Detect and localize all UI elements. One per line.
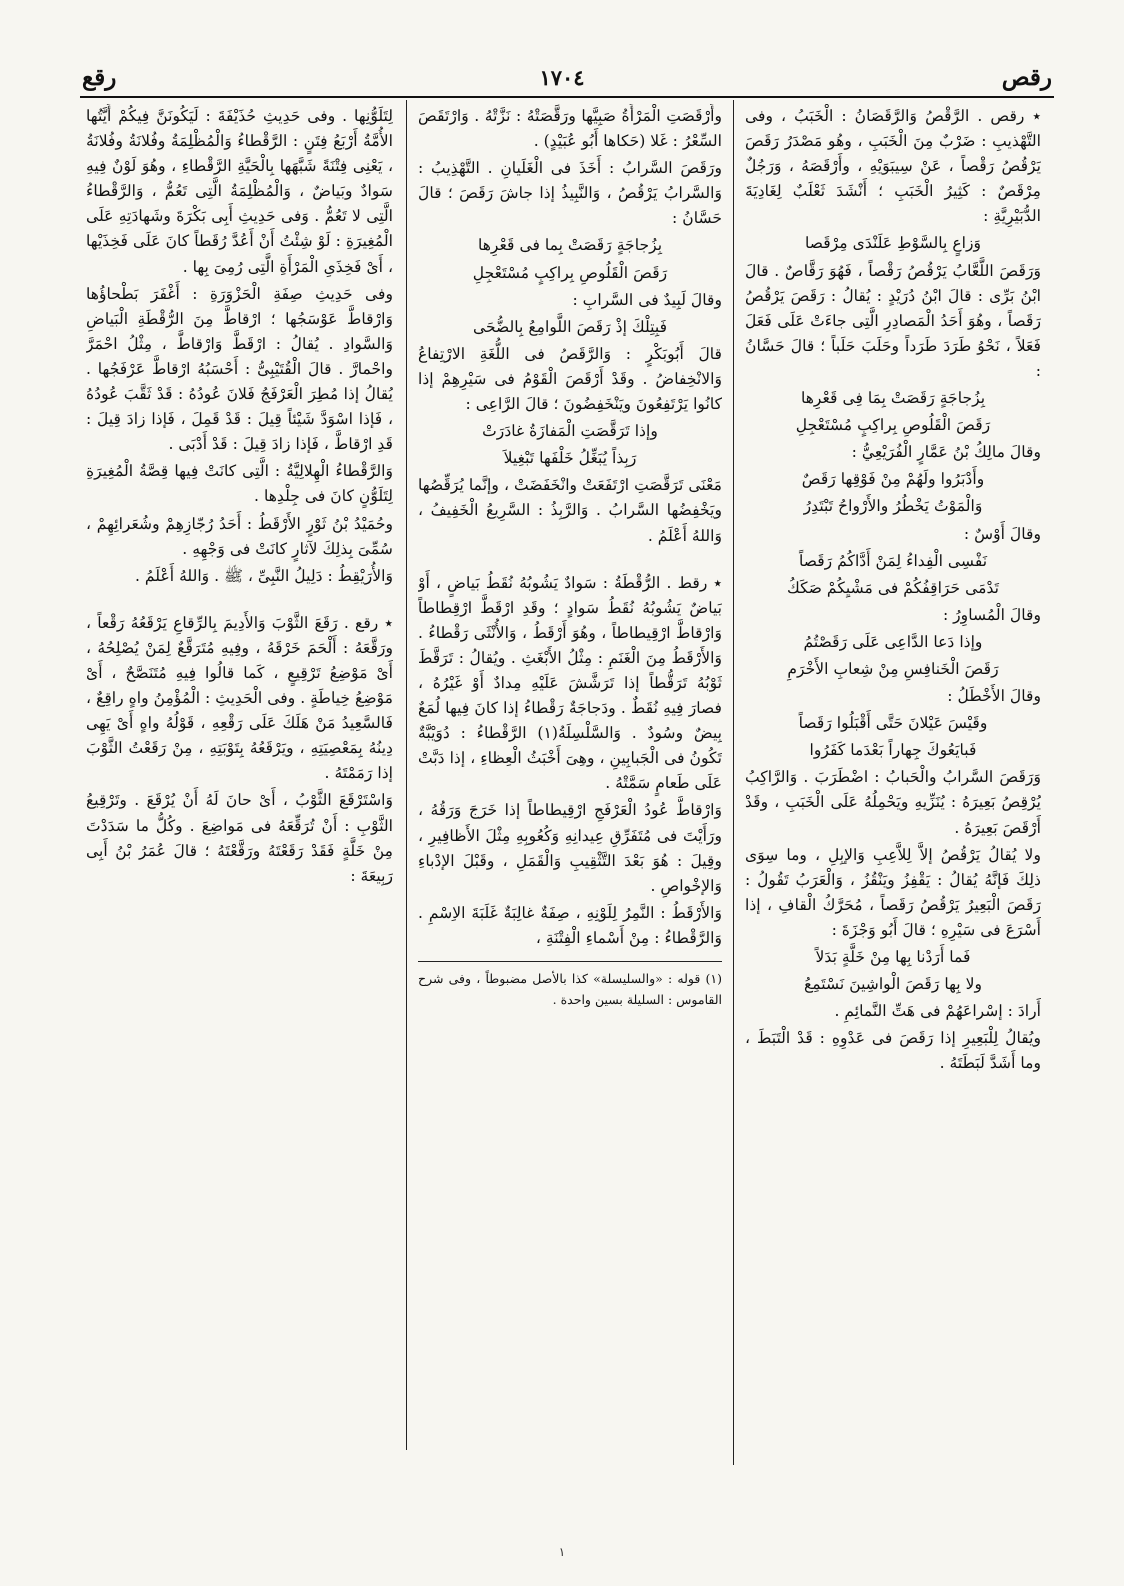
- verse-line: فَبايَعُوكَ جِهاراً بَعْدَما كَفَرُوا: [809, 741, 977, 760]
- entry-separator: [86, 591, 393, 611]
- verse-line: رَقَصَ الْخَنافِسِ مِنْ شِعابِ الأَخْرَمِ: [787, 659, 999, 678]
- running-header-left: رقع: [82, 64, 117, 91]
- entry-paragraph: أَرادَ : إسْراعَهُمْ فى هَتِّ النَّمائِمِ .: [834, 1002, 1041, 1021]
- verse-line: ولا بِها رَقَصَ الْواشِينَ نَسْتَمِعُ: [803, 975, 982, 994]
- page-footer-mark: ١: [558, 1545, 566, 1559]
- entry-paragraph: ولا يُقالُ يَرْقُصُ إلاَّ لِلاَّعِبِ وَالإبِلِ ، وما سِوَى ذلِكَ فَإنَّهُ يُقالُ : يَقْفِزُ ويَنْقُزُ ، وَالْعَرَبُ تَقُولُ : رَقَصَ الْبَعِيرُ يَرْقُصُ رَقَصاً ، مُحَرَّكُ الْقافِ ، إذا أَسْرَعَ فى سَيْرِهِ ؛ قالَ أَبُو وَجْزَةَ :: [745, 845, 1041, 939]
- entry-separator: [418, 551, 722, 571]
- verse-line: وأَدْبَرُوا ولَهُمْ مِنْ فَوْقِها رَقَصٌ: [801, 470, 985, 489]
- footnote-rule: [418, 961, 722, 962]
- verse-line: تَدْمَى حَرَاقِفُكُمْ فى مَشْيِكُمْ صَكَكُ: [786, 578, 999, 597]
- entry-paragraph: وَالأَرْقَطُ : النَّمِرُ لِلَوْنِهِ ، صِفَةٌ غالِبَةٌ غَلَبَةَ الاِسْمِ . وَالرَّقْطاءُ : مِنْ أَسْماءِ الْفِتْنَةِ ،: [418, 903, 722, 947]
- entry-paragraph: لِتَلَوُّنِها . وفى حَدِيثِ حُذَيْفَةَ : لَيَكُونَنَّ فِيكُمْ أَيَّتُها الأُمَّةُ أَرْبَعُ فِتَنٍ : الرَّقْطاءُ وَالْمُظْلِمَةُ وفُلانَةُ وفُلانَةُ ، يَعْنِى فِتْنَةً شَبَّهَها بِالْحَيَّةِ الرَّقْطاءِ ، وهُوَ لَوْنٌ فِيهِ سَوادٌ وبَياضٌ ، وَالْمُظْلِمَةُ الَّتِى تَعُمُّ ، وَالرَّقْطاءُ الَّتِى لا تَعُمُّ . وَفى حَدِيثِ أَبِى بَكْرَةَ وشَهادَتِهِ عَلَى الْمُغِيرَةِ : لَوْ شِئْتُ أَنْ أَعُدَّ رُقَطاً كانَ عَلَى فَخِذَيْها ، أَىْ فَخِذَىِ الْمَرْأَةِ الَّتِى رُمِىَ بِها .: [86, 107, 393, 276]
- attribution-line: وقالَ الْمُساوِرُ :: [942, 605, 1041, 624]
- entry-paragraph: وَارْقاطَّ عُودُ الْعَرْفَجِ ارْقِيطاطاً إذا خَرَجَ وَرَقُهُ ، ورَأَيْتَ فى مُتَفَرِّقِ عِيدانِهِ وَكُعُوبِهِ مِثْلَ الأَظافِيرِ ، وقِيلَ : هُوَ بَعْدَ التَّثْقِيبِ وَالْقَمَلِ ، وقَبْلَ الإدْباءِ وَالإخْواصِ .: [418, 801, 722, 895]
- attribution-line: وقالَ أَوْسٌ :: [963, 524, 1041, 543]
- entry-paragraph: وأَرْقَصَتِ الْمَرْأَةُ صَبِيَّها ورَقَّصَتْهُ : نَزَّتْهُ . وَارْتَقَصَ السِّعْرُ : غَلا (حَكاها أَبُو عُبَيْدٍ) .: [418, 107, 722, 151]
- column-divider: [733, 100, 734, 1465]
- column-right: [745, 104, 1041, 1449]
- verse-line: رَقَصَ الْقَلُوصِ بِراكِبٍ مُسْتَعْجِلِ: [795, 416, 991, 435]
- entry-paragraph: مَعْنَى تَرَقَّصَتِ ارْتَفَعَتْ وانْخَفَضَتْ ، وإنَّما يُرَقِّصُها ويَخْفِضُها السَّرابُ . وَالرَّبِذُ : السَّرِيعُ الْخَفِيفُ ، وَاللهُ أَعْلَمُ .: [418, 476, 722, 545]
- verse-line: وَزاعٍ بِالسَّوْطِ عَلَنْدَى مِرْقَصا: [804, 234, 982, 253]
- entry-raqa-intro: ٭ رقع . رَقَعَ الثَّوْبَ وَالأَدِيمَ بِالرِّقاعِ يَرْقَعُهُ رَقْعاً ، ورَقَّعَهُ : أَلْحَمَ خَرْقَهُ ، وفِيهِ مُتَرَقَّعٌ لِمَنْ يُصْلِحُهُ ، أَىْ مَوْضِعُ تَرْقِيعٍ ، كَما قالُوا فِيهِ مُتَنَصَّحٌ ، أَىْ مَوْضِعُ خِياطَةٍ . وفى الْحَدِيثِ : الْمُؤْمِنُ واهٍ راقِعٌ ، فَالسَّعِيدُ مَنْ هَلَكَ عَلَى رَقْعِهِ ، قَوْلُهُ واهٍ أَىْ يَهِى دِينُهُ بِمَعْصِيَتِهِ ، ويَرْقَعُهُ بِتَوْبَتِهِ ، مِنْ رَقَعْتُ الثَّوْبَ إذا رَمَمْتَهُ .: [86, 613, 393, 783]
- header-rule: [80, 96, 1054, 98]
- verse-line: وَالْمَوْتُ يَخْطُرُ والأَرْواحُ تَبْتَدِرُ: [803, 497, 983, 516]
- entry-paragraph: ويُقالُ لِلْبَعِيرِ إذا رَقَصَ فى عَدْوِهِ : قَدْ الْتَبَطَ ، وما أَشَدَّ لَبَطَتَهُ .: [745, 1029, 1041, 1073]
- entry-paragraph: وَالأُرَيْقِطُ : دَلِيلُ النَّبِىِّ ، ﷺ . وَاللهُ أَعْلَمُ .: [135, 566, 393, 585]
- entry-paragraph: وفى حَدِيثِ صِفَةِ الْحَزْوَرَةِ : أَغْفَرَ بَطْحاؤُها وَارْقاطَّ عَوْسَجُها ؛ ارْقاطَّ مِنَ الرُّقْطَةِ الْبَياضِ وَالسَّوادِ . يُقالُ : ارْقَطَّ وَارْقاطَّ ، مِثْلُ احْمَرَّ واحْمارَّ . قالَ الْقُتَيْبِىُّ : أَحْسَبُهُ ارْقاطَّ عَرْفَجُها . يُقالُ إذا مُطِرَ الْعَرْفَجُ فَلانَ عُودُهُ : قَدْ ثَقَّبَ عُودُهُ ، فَإذا اسْوَدَّ شَيْئاً قِيلَ : قَدْ قَمِلَ ، فَإذا زادَ قِيلَ : قَدِ ارْقاطَّ ، فَإذا زادَ قِيلَ : قَدْ أَدْبَى .: [86, 284, 393, 454]
- entry-paragraph: ورَقَصَ السَّرابُ : أَخَذَ فى الْغَلَيانِ . التَّهْذِيبُ : وَالسَّرابُ يَرْقُصُ ، وَالنَّبِيذُ إذا جاشَ رَقَصَ ؛ قالَ حَسَّانُ :: [418, 159, 722, 228]
- page-number: ١٧٠٤: [539, 65, 585, 90]
- column-divider: [406, 100, 407, 1450]
- entry-raqt-intro: ٭ رقط . الرُّقْطَةُ : سَوادٌ يَشُوبُهُ نُقَطُ بَياضٍ ، أَوْ بَياضٌ يَشُوبُهُ نُقَطُ سَوادٍ ؛ وقَدِ ارْقَطَّ ارْقِطاطاً وَارْقاطَّ ارْقِيطاطاً ، وهُوَ أَرْقَطُ ، وَالأُنْثَى رَقْطاءُ . وَالأَرْقَطُ مِنَ الْغَنَمِ : مِثْلُ الأَبْغَثِ . ويُقالُ : تَرَقَّطَ ثَوْبُهُ تَرَقُّطاً إذا تَرَشَّشَ عَلَيْهِ مِدادٌ أَوْ غَيْرُهُ ، فصارَ فِيهِ نُقَطٌ . ودَجاجَةٌ رَقْطاءُ إذا كانَ فِيها لُمَعٌ بِيضٌ وسُودٌ . وَالسَّلْسِلَةُ(١) الرَّقْطاءُ : دُوَيْبَّةٌ تَكُونُ فى الْجَبابِينِ ، وهِىَ أَخْبَثُ الْعِظاءِ ، إذا دَبَّتْ عَلَى طَعامٍ سَمَّتْهُ .: [418, 573, 722, 793]
- entry-raqs-intro: ٭ رقص . الرَّقْصُ وَالرَّقَصَانُ : الْخَبَبُ ، وفى التَّهْذيبِ : ضَرْبٌ مِنَ الْخَبَبِ ، وهُو مَصْدَرُ رَقَصَ يَرْقُصُ رَقْصاً ، عَنْ سِيبَوَيْهِ ، وأَرْقَصَهُ ، وَرَجُلٌ مِرْقَصٌ : كَثِيرُ الْخَبَبِ ؛ أَنْشَدَ ثَعْلَبٌ لِغَادِيَةَ الدُّبَيْرِيَّةِ :: [745, 107, 1041, 226]
- entry-paragraph: وَرَقَصَ السَّرابُ والْحَبابُ : اضْطَرَبَ . وَالرَّاكِبُ يُرْقِصُ بَعِيرَهُ : يُنَزِّيهِ ويَحْمِلُهُ عَلَى الْخَبَبِ ، وقَدْ أَرْقَصَ بَعِيرَهُ .: [745, 768, 1041, 837]
- verse-line: رَقَصَ الْقَلُوصِ بِراكِبٍ مُسْتَعْجِلِ: [472, 263, 668, 282]
- attribution-line: وقالَ لَبِيدٌ فى السَّرابِ :: [572, 290, 722, 309]
- column-middle: [418, 104, 722, 1449]
- entry-paragraph: قالَ أَبُوبَكْرٍ : وَالرَّقَصُ فى اللُّغَةِ الارْتِفاعُ وَالانْخِفاضُ . وقَدْ أَرْقَصَ الْقَوْمُ فى سَيْرِهِمْ إذا كانُوا يَرْتَفِعُونَ ويَنْخَفِضُونَ ؛ قالَ الرَّاعِى :: [418, 344, 722, 414]
- verse-line: بِزُجاجَةٍ رَقَصَتْ بِمَا فِى قَعْرِها: [800, 389, 986, 408]
- entry-paragraph: وَرَقَصَ اللَّعَّابُ يَرْقُصُ رَقْصاً ، فَهُوَ رَقَّاصٌ . قالَ ابْنُ بَرِّى : قالَ ابْنُ دُرَيْدٍ : يُقالُ : رَقَصَ يَرْقُصُ رَقَصاً ، وهُوَ أَحَدُ الْمَصادِرِ الَّتِى جاءَتْ عَلَى فَعَلَ فَعَلاً ، نَحْوُ طَرَدَ طَرَداً وحَلَبَ حَلَباً ؛ قالَ حَسَّانُ :: [745, 261, 1041, 380]
- verse-line: نَفْسِى الْفِداءُ لِمَنْ أَدَّاكُمُ رَقَصاً: [798, 551, 988, 570]
- attribution-line: وقالَ مالِكُ بْنُ عَمَّارٍ الْفُرَيْعِيُّ :: [851, 443, 1041, 462]
- verse-line: وقَيْسَ عَيْلانَ حَتَّى أَقْبَلُوا رَقَصاً: [798, 714, 988, 733]
- column-left: [86, 104, 393, 1449]
- entry-paragraph: وَالرَّقْطاءُ الْهِلالِيَّةُ : الَّتِى كانَتْ فِيها قِصَّةُ الْمُغِيرَةِ لِتَلَوُّنٍ كانَ فى جِلْدِها .: [86, 462, 393, 506]
- running-header-right: رقص: [1001, 64, 1052, 91]
- verse-line: فَبِتِلْكَ إذْ رَقَصَ اللَّوامِعُ بِالضُّحَى: [472, 317, 668, 336]
- verse-line: رَبِذاً يُبَغِّلُ خَلْفَها تَبْغِيلاَ: [503, 449, 637, 468]
- verse-line: وإذا دَعا الدَّاعِى عَلَى رَقَصْتُمُ: [803, 632, 983, 651]
- entry-paragraph: وحُمَيْدُ بْنُ ثَوْرٍ الأَرْقَطُ : أَحَدُ رُجّازِهِمْ وشُعَرائِهِمْ ، سُمِّىَ بِذلِكَ لآثارٍ كانَتْ فى وَجْهِهِ .: [86, 514, 393, 558]
- verse-line: وإذا تَرَقَّصَتِ الْمَفازَةُ غادَرَتْ: [482, 422, 658, 441]
- verse-line: فَما أَرَدْنا بِها مِنْ خَلَّةٍ بَدَلاً: [815, 948, 971, 966]
- attribution-line: وقالَ الأَخْطَلُ :: [947, 687, 1041, 706]
- verse-line: بِزُجاجَةٍ رَقَصَتْ بِما فى قَعْرِها: [477, 236, 663, 255]
- entry-paragraph: وَاسْتَرْقَعَ الثَّوْبُ ، أَىْ حانَ لَهُ أَنْ يُرْقَعَ . وتَرْقِيعُ الثَّوْبِ : أَنْ تُرَقِّعَهُ فى مَواضِعَ . وكُلُّ ما سَدَدْتَ مِنْ خَلَّةٍ فَقَدْ رَقَعْتَهُ ورَقَّعْتَهُ ؛ قالَ عُمَرُ بْنُ أَبِى رَبِيعَةَ :: [86, 791, 393, 885]
- footnote: (١) قوله : «والسليسلة» كذا بالأصل مضبوطاً ، وفى شرح القاموس : السليلة بسين واحدة .: [418, 971, 722, 1007]
